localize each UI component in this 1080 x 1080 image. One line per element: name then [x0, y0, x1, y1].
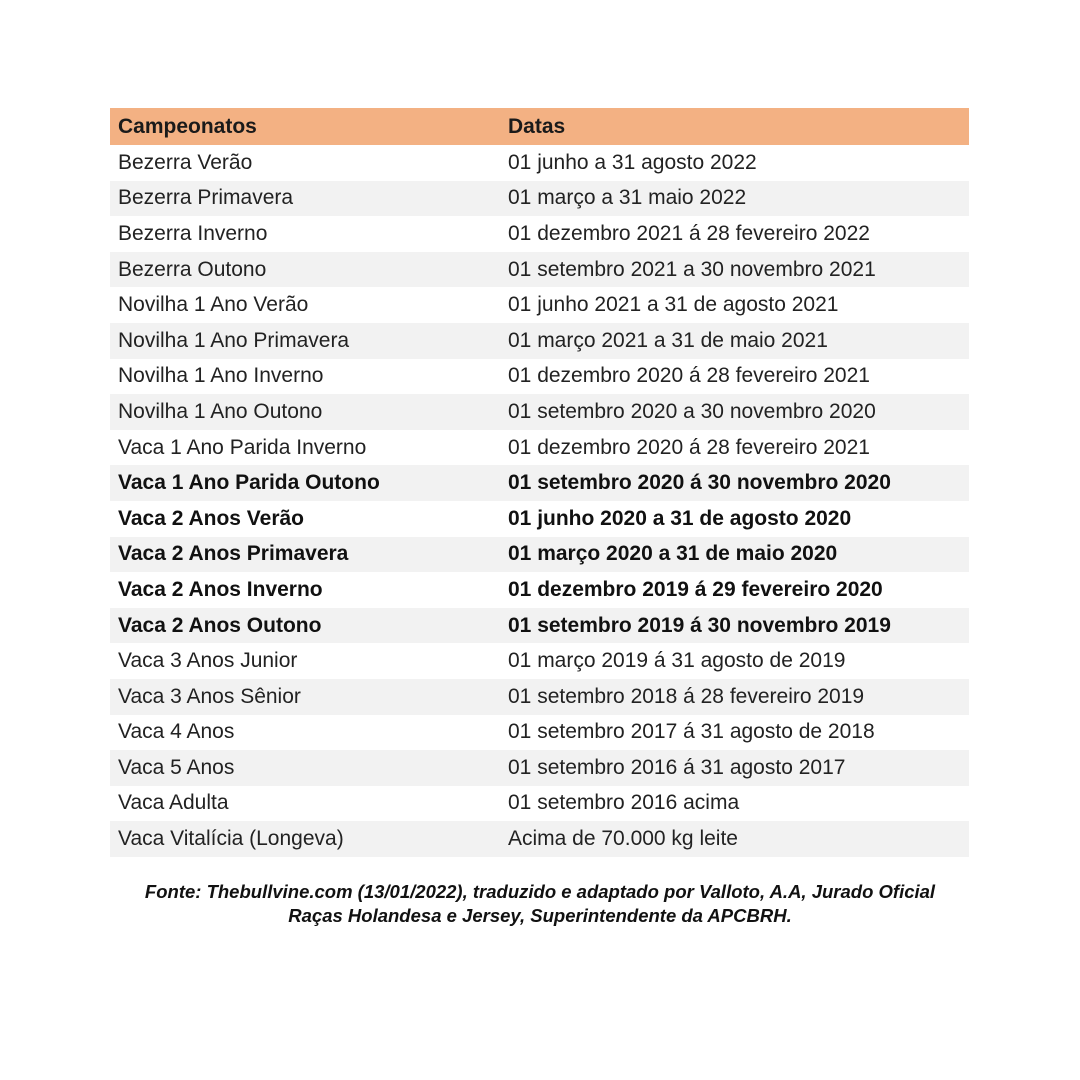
- table-row: [110, 501, 969, 537]
- table-row: [110, 252, 969, 288]
- cell-campeonato: Vaca 4 Anos: [118, 720, 235, 744]
- cell-campeonato: Bezerra Primavera: [110, 181, 500, 217]
- cell-datas: 01 dezembro 2020 á 28 fevereiro 2021: [508, 364, 870, 388]
- table-row: [110, 216, 969, 252]
- table-row: [110, 572, 969, 608]
- cell-datas: 01 junho 2020 a 31 de agosto 2020: [508, 506, 852, 530]
- cell-datas: 01 setembro 2016 á 31 agosto 2017: [500, 750, 969, 786]
- cell-campeonato: Vaca 5 Anos: [110, 750, 500, 786]
- cell-campeonato: Vaca 2 Anos Primavera: [110, 537, 500, 573]
- cell-datas: 01 setembro 2016 acima: [508, 791, 740, 815]
- cell-datas: 01 junho a 31 agosto 2022: [508, 150, 757, 174]
- source-line-2: Raças Holandesa e Jersey, Superintendente da APCBRH.: [288, 905, 792, 926]
- cell-campeonato: Novilha 1 Ano Primavera: [110, 323, 500, 359]
- cell-datas: 01 setembro 2019 á 30 novembro 2019: [500, 608, 969, 644]
- cell-datas: 01 setembro 2020 a 30 novembro 2020: [500, 394, 969, 430]
- table-row: [110, 821, 969, 857]
- header-datas: Datas: [500, 108, 969, 145]
- table-row: [110, 608, 969, 644]
- cell-datas: 01 setembro 2021 a 30 novembro 2021: [500, 252, 969, 288]
- table-row: [110, 145, 969, 181]
- cell-campeonato: Bezerra Outono: [110, 252, 500, 288]
- table-header-row: [110, 108, 969, 145]
- table-row: [110, 537, 969, 573]
- cell-datas: 01 setembro 2020 á 30 novembro 2020: [500, 465, 969, 501]
- cell-campeonato: Vaca 3 Anos Sênior: [110, 679, 500, 715]
- cell-datas: 01 março a 31 maio 2022: [500, 181, 969, 217]
- table-body: [110, 145, 969, 857]
- table-row: [110, 715, 969, 751]
- cell-campeonato: Vaca Adulta: [118, 791, 229, 815]
- cell-campeonato: Novilha 1 Ano Outono: [110, 394, 500, 430]
- cell-datas: 01 março 2019 á 31 agosto de 2019: [508, 649, 846, 673]
- cell-datas: 01 dezembro 2020 á 28 fevereiro 2021: [508, 435, 870, 459]
- cell-datas: 01 junho 2021 a 31 de agosto 2021: [508, 293, 839, 317]
- cell-datas: Acima de 70.000 kg leite: [500, 821, 969, 857]
- cell-campeonato: Vaca 2 Anos Outono: [110, 608, 500, 644]
- table-row: [110, 394, 969, 430]
- table-row: [110, 287, 969, 323]
- cell-campeonato: Novilha 1 Ano Inverno: [118, 364, 324, 388]
- cell-datas: 01 setembro 2017 á 31 agosto de 2018: [508, 720, 875, 744]
- cell-campeonato: Bezerra Inverno: [118, 221, 268, 245]
- cell-campeonato: Novilha 1 Ano Verão: [118, 293, 309, 317]
- table-row: [110, 465, 969, 501]
- table-row: [110, 786, 969, 822]
- source-caption: [60, 880, 1020, 928]
- header-campeonatos: Campeonatos: [110, 108, 500, 145]
- cell-campeonato: Vaca 3 Anos Junior: [118, 649, 298, 673]
- cell-datas: 01 setembro 2018 á 28 fevereiro 2019: [500, 679, 969, 715]
- table-row: [110, 323, 969, 359]
- cell-campeonato: Vaca Vitalícia (Longeva): [110, 821, 500, 857]
- cell-campeonato: Vaca 1 Ano Parida Outono: [110, 465, 500, 501]
- cell-campeonato: Vaca 2 Anos Inverno: [118, 577, 323, 601]
- table-row: [110, 430, 969, 466]
- cell-datas: 01 dezembro 2021 á 28 fevereiro 2022: [508, 221, 870, 245]
- cell-datas: 01 dezembro 2019 á 29 fevereiro 2020: [508, 577, 883, 601]
- table-row: [110, 643, 969, 679]
- championship-dates-table: [110, 108, 969, 857]
- table-row: [110, 679, 969, 715]
- source-line-1: Fonte: Thebullvine.com (13/01/2022), traduzido e adaptado por Valloto, A.A, Jurado Oficial: [144, 881, 936, 902]
- cell-datas: 01 março 2020 a 31 de maio 2020: [500, 537, 969, 573]
- table-row: [110, 359, 969, 395]
- cell-campeonato: Vaca 2 Anos Verão: [118, 506, 304, 530]
- cell-datas: 01 março 2021 a 31 de maio 2021: [500, 323, 969, 359]
- cell-campeonato: Vaca 1 Ano Parida Inverno: [118, 435, 367, 459]
- championship-table-container: [110, 108, 969, 857]
- cell-campeonato: Bezerra Verão: [118, 150, 253, 174]
- table-row: [110, 181, 969, 217]
- table-row: [110, 750, 969, 786]
